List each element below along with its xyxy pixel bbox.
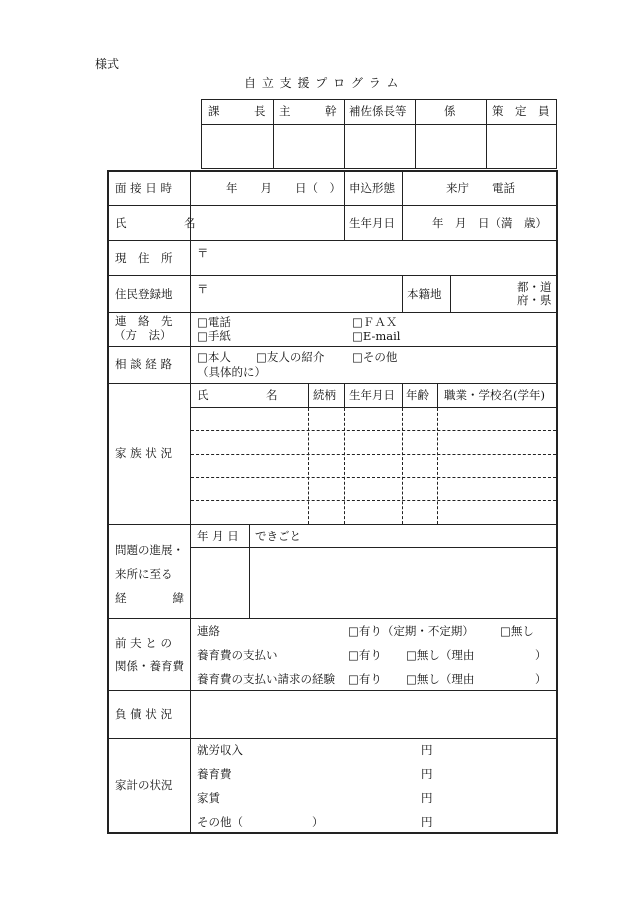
- progress-date-field[interactable]: [191, 548, 249, 618]
- family-col-age: 年齢: [406, 388, 429, 402]
- route-other-checkbox[interactable]: □その他: [352, 350, 398, 364]
- name-label: 氏 名: [115, 216, 196, 230]
- stamp-cell-director[interactable]: [274, 125, 344, 168]
- family-col-occupation: 職業・学校名(学年): [444, 388, 545, 402]
- contact-fax-checkbox[interactable]: □ＦＡＸ: [352, 315, 398, 329]
- contact-label: 連 絡 先: [115, 314, 173, 328]
- support-payment-reason-close: ）: [535, 648, 547, 662]
- family-label: 家 族 状 況: [115, 446, 172, 460]
- support-claim-item: 養育費の支払い請求の経験: [197, 672, 335, 686]
- family-col-birthdate: 生年月日: [349, 388, 395, 402]
- household-item-child-support: 養育費: [197, 767, 232, 781]
- support-claim-yes-checkbox[interactable]: □有り: [348, 672, 382, 686]
- contact-letter-checkbox[interactable]: □手紙: [197, 329, 231, 343]
- contact-email-checkbox[interactable]: □E-mail: [352, 329, 401, 343]
- form-label: 様式: [95, 57, 120, 71]
- stamp-cell-staff[interactable]: [416, 125, 486, 168]
- debt-label: 負 債 状 況: [115, 707, 172, 721]
- debt-field[interactable]: [191, 691, 556, 738]
- family-row[interactable]: [191, 408, 556, 430]
- route-label: 相 談 経 路: [115, 357, 172, 371]
- approval-header-staff: 係: [444, 104, 456, 118]
- family-row[interactable]: [191, 501, 556, 524]
- name-field[interactable]: [191, 206, 344, 240]
- contact-no-checkbox[interactable]: □無し: [500, 624, 534, 638]
- prefecture-line1: 都・道: [517, 280, 552, 294]
- route-self-checkbox[interactable]: □本人: [197, 350, 231, 364]
- contact-tel-checkbox[interactable]: □電話: [197, 315, 231, 329]
- address-label: 現 住 所: [115, 251, 173, 265]
- progress-label-3: 経 緯: [115, 591, 184, 605]
- stamp-cell-planner[interactable]: [487, 125, 556, 168]
- family-col-name: 氏 名: [197, 388, 278, 402]
- application-method-label: 申込形態: [349, 181, 395, 195]
- approval-header-planner: 策 定 員: [492, 104, 550, 118]
- household-unit-child-support: 円: [421, 767, 433, 781]
- stamp-cell-assistant[interactable]: [345, 125, 415, 168]
- progress-label-1: 問題の進展・: [115, 543, 184, 557]
- family-col-relation: 続柄: [313, 388, 336, 402]
- household-label: 家計の状況: [115, 778, 173, 792]
- interview-label: 面 接 日 時: [115, 181, 172, 195]
- contact-yes-checkbox[interactable]: □有り（定期・不定期）: [348, 624, 474, 638]
- family-row[interactable]: [191, 478, 556, 500]
- support-claim-reason-close: ）: [535, 672, 547, 686]
- interview-date-field[interactable]: 年 月 日（ ）: [226, 181, 341, 195]
- support-payment-no-checkbox[interactable]: □無し（理由: [406, 648, 475, 662]
- support-payment-item: 養育費の支払い: [197, 648, 278, 662]
- approval-header-assistant: 補佐係長等: [349, 104, 407, 118]
- progress-col-event: できごと: [255, 529, 301, 543]
- approval-header-director: 主 幹: [279, 104, 337, 118]
- household-unit-earned-income: 円: [421, 743, 433, 757]
- household-item-earned-income: 就労収入: [197, 743, 243, 757]
- family-row[interactable]: [191, 431, 556, 454]
- exhusband-label-2: 関係・養育費: [115, 659, 184, 673]
- support-payment-yes-checkbox[interactable]: □有り: [348, 648, 382, 662]
- stamp-cell-chief[interactable]: [202, 125, 273, 168]
- application-method-field[interactable]: 来庁 電話: [446, 181, 515, 195]
- family-row[interactable]: [191, 455, 556, 477]
- route-detail-field[interactable]: （具体的に）: [197, 365, 266, 379]
- birthdate-field[interactable]: 年 月 日（満 歳）: [432, 216, 547, 230]
- household-item-rent: 家賃: [197, 791, 220, 805]
- address-postal-field[interactable]: 〒: [197, 246, 209, 260]
- honseki-label: 本籍地: [407, 287, 442, 301]
- prefecture-line2: 府・県: [517, 293, 552, 307]
- exhusband-label-1: 前 夫 と の: [115, 636, 172, 650]
- progress-event-field[interactable]: [250, 548, 556, 618]
- registered-postal-field[interactable]: 〒: [197, 282, 209, 296]
- registered-address-label: 住民登録地: [115, 287, 173, 301]
- household-item-other: その他（ ）: [197, 815, 324, 829]
- contact-item: 連絡: [197, 624, 220, 638]
- support-claim-no-checkbox[interactable]: □無し（理由: [406, 672, 475, 686]
- progress-label-2: 来所に至る: [115, 567, 173, 581]
- page-title: 自 立 支 援 プ ロ グ ラ ム: [244, 76, 400, 90]
- birthdate-label: 生年月日: [349, 216, 395, 230]
- route-friend-checkbox[interactable]: □友人の紹介: [256, 350, 325, 364]
- household-unit-rent: 円: [421, 791, 433, 805]
- household-unit-other: 円: [421, 815, 433, 829]
- contact-method-label: （方 法）: [114, 328, 172, 342]
- approval-header-chief: 課 長: [208, 104, 266, 118]
- progress-col-date: 年 月 日: [197, 529, 239, 543]
